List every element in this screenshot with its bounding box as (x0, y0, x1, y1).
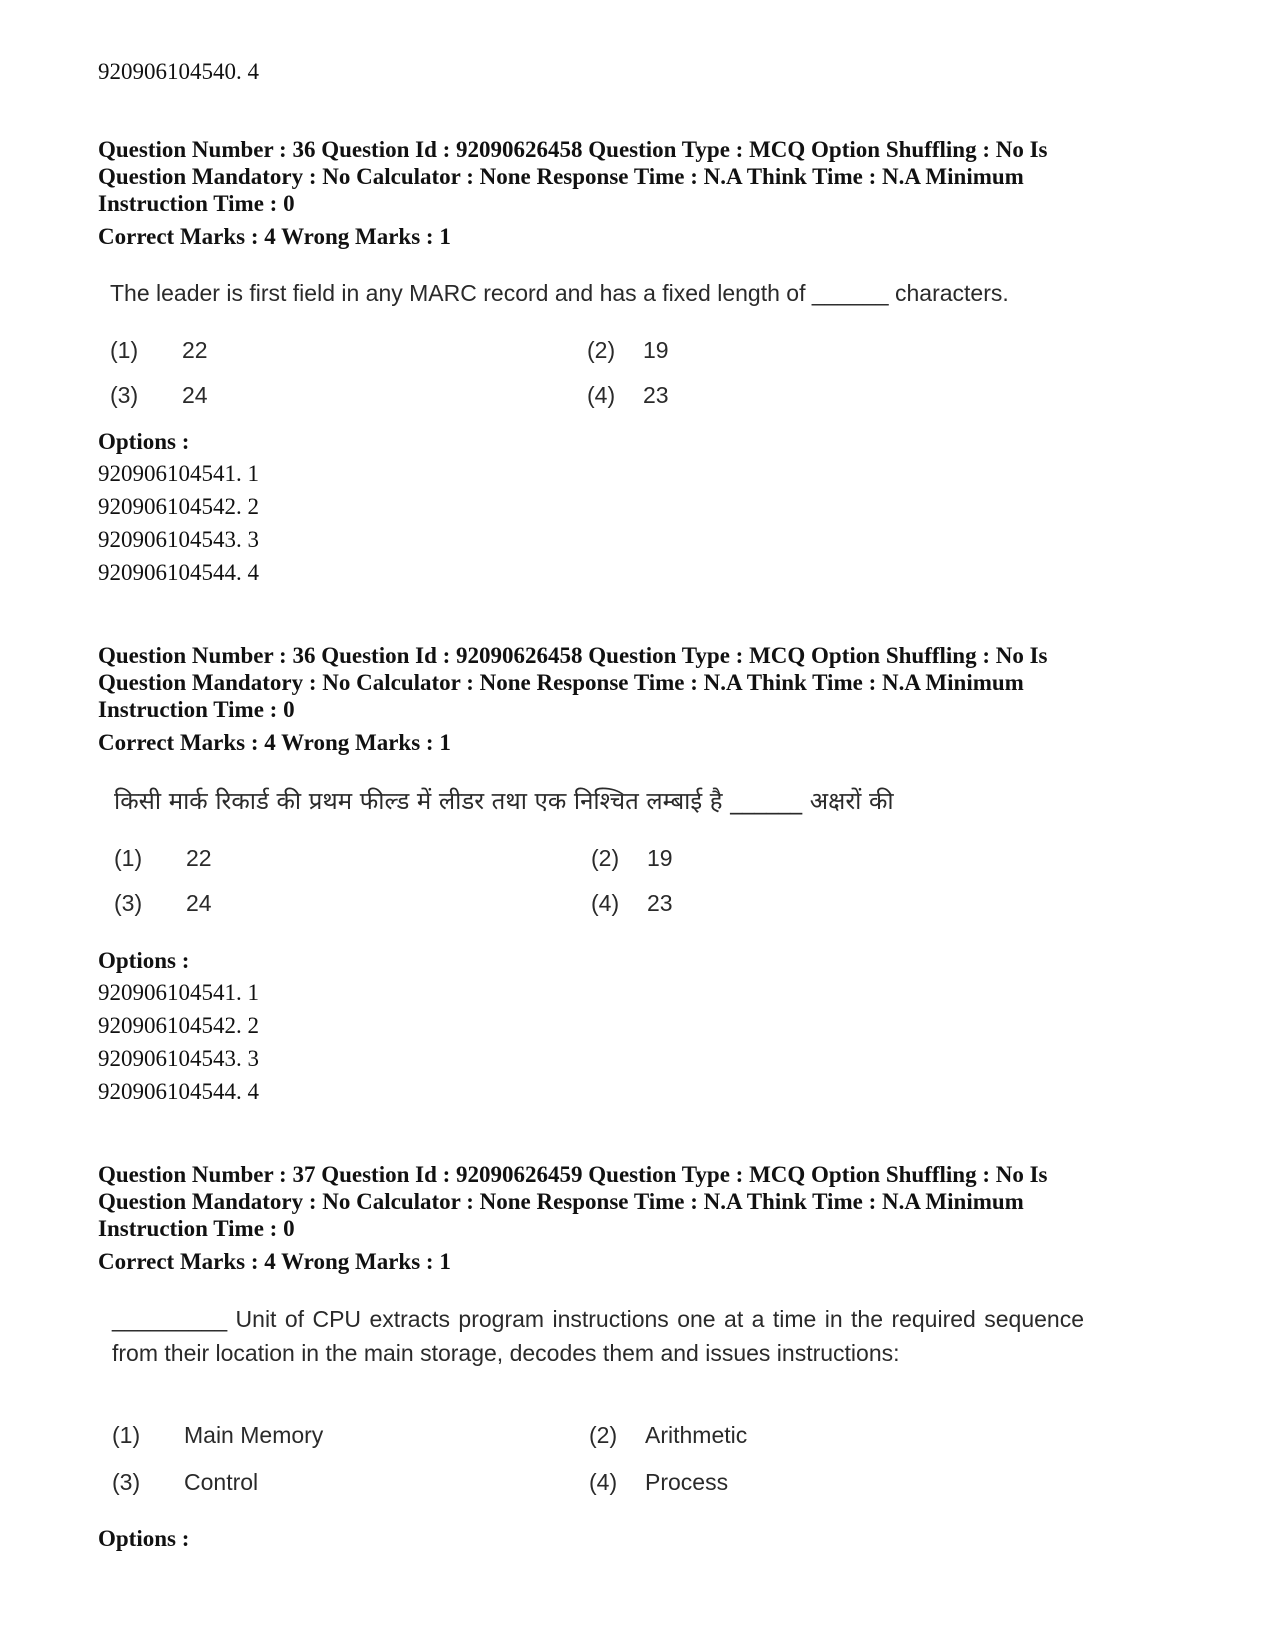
option-id-line: 920906104541. 1 (98, 980, 259, 1005)
choice-3 (112, 1467, 258, 1497)
choice-2 (589, 1420, 747, 1450)
question-meta-line: Question Number : 37 Question Id : 92090626459 Question Type : MCQ Option Shuffling : No Is (98, 1162, 1048, 1187)
choice-3 (110, 380, 208, 410)
choice-label: 24 (182, 382, 208, 408)
choice-number: (2) (587, 337, 616, 363)
option-id-line: 920906104543. 3 (98, 1046, 259, 1071)
question-meta-line: Question Mandatory : No Calculator : None Response Time : N.A Think Time : N.A Minimum (98, 1189, 1024, 1214)
option-id-line: 920906104542. 2 (98, 1013, 259, 1038)
question-meta-line: Instruction Time : 0 (98, 697, 295, 722)
choice-4 (587, 380, 669, 410)
option-id-line: 920906104542. 2 (98, 494, 259, 519)
choice-number: (1) (110, 337, 139, 363)
choice-label: 22 (186, 845, 212, 871)
choice-number: (3) (112, 1469, 141, 1495)
question-text: किसी मार्क रिकार्ड की प्रथम फील्ड में लीडर तथा एक निश्चित लम्बाई है ______ अक्षरों की (114, 787, 894, 815)
choice-number: (1) (114, 845, 143, 871)
choice-label: 23 (647, 890, 673, 916)
choice-number: (4) (587, 382, 616, 408)
marks-line: Correct Marks : 4 Wrong Marks : 1 (98, 730, 451, 755)
choice-number: (3) (110, 382, 139, 408)
choice-4 (591, 888, 673, 918)
question-meta-line: Question Mandatory : No Calculator : None Response Time : N.A Think Time : N.A Minimum (98, 164, 1024, 189)
choice-3 (114, 888, 212, 918)
choice-label: Process (645, 1469, 729, 1495)
choice-label: Control (184, 1469, 259, 1495)
question-meta-line: Question Number : 36 Question Id : 92090626458 Question Type : MCQ Option Shuffling : No Is (98, 137, 1048, 162)
question-meta-line: Question Number : 36 Question Id : 92090626458 Question Type : MCQ Option Shuffling : No Is (98, 643, 1048, 668)
option-id-line: 920906104544. 4 (98, 560, 259, 585)
choice-label: 22 (182, 337, 208, 363)
options-heading: Options : (98, 948, 190, 973)
choice-number: (4) (591, 890, 620, 916)
choice-label: 24 (186, 890, 212, 916)
options-heading: Options : (98, 429, 190, 454)
previous-option-line: 920906104540. 4 (98, 59, 259, 84)
choice-1 (110, 335, 208, 365)
choice-label: 19 (647, 845, 673, 871)
choice-number: (2) (589, 1422, 618, 1448)
choice-1 (112, 1420, 323, 1450)
option-id-line: 920906104543. 3 (98, 527, 259, 552)
choice-label: Main Memory (184, 1422, 324, 1448)
choice-number: (1) (112, 1422, 141, 1448)
choice-number: (2) (591, 845, 620, 871)
option-id-line: 920906104544. 4 (98, 1079, 259, 1104)
choice-number: (3) (114, 890, 143, 916)
choice-label: 19 (643, 337, 669, 363)
choice-2 (591, 843, 673, 873)
choice-label: 23 (643, 382, 669, 408)
choice-1 (114, 843, 212, 873)
question-text: The leader is first field in any MARC record and has a fixed length of ______ characters. (110, 280, 1009, 306)
question-meta-line: Instruction Time : 0 (98, 1216, 295, 1241)
option-id-line: 920906104541. 1 (98, 461, 259, 486)
question-meta-line: Instruction Time : 0 (98, 191, 295, 216)
choice-number: (4) (589, 1469, 618, 1495)
question-text: _________ Unit of CPU extracts program instructions one at a time in the required sequence from their location in the main storage, decodes them and issues instructions: (112, 1306, 1084, 1366)
choice-4 (589, 1467, 728, 1497)
marks-line: Correct Marks : 4 Wrong Marks : 1 (98, 224, 451, 249)
choice-2 (587, 335, 669, 365)
choice-label: Arithmetic (645, 1422, 748, 1448)
options-heading: Options : (98, 1526, 190, 1551)
marks-line: Correct Marks : 4 Wrong Marks : 1 (98, 1249, 451, 1274)
question-meta-line: Question Mandatory : No Calculator : None Response Time : N.A Think Time : N.A Minimum (98, 670, 1024, 695)
